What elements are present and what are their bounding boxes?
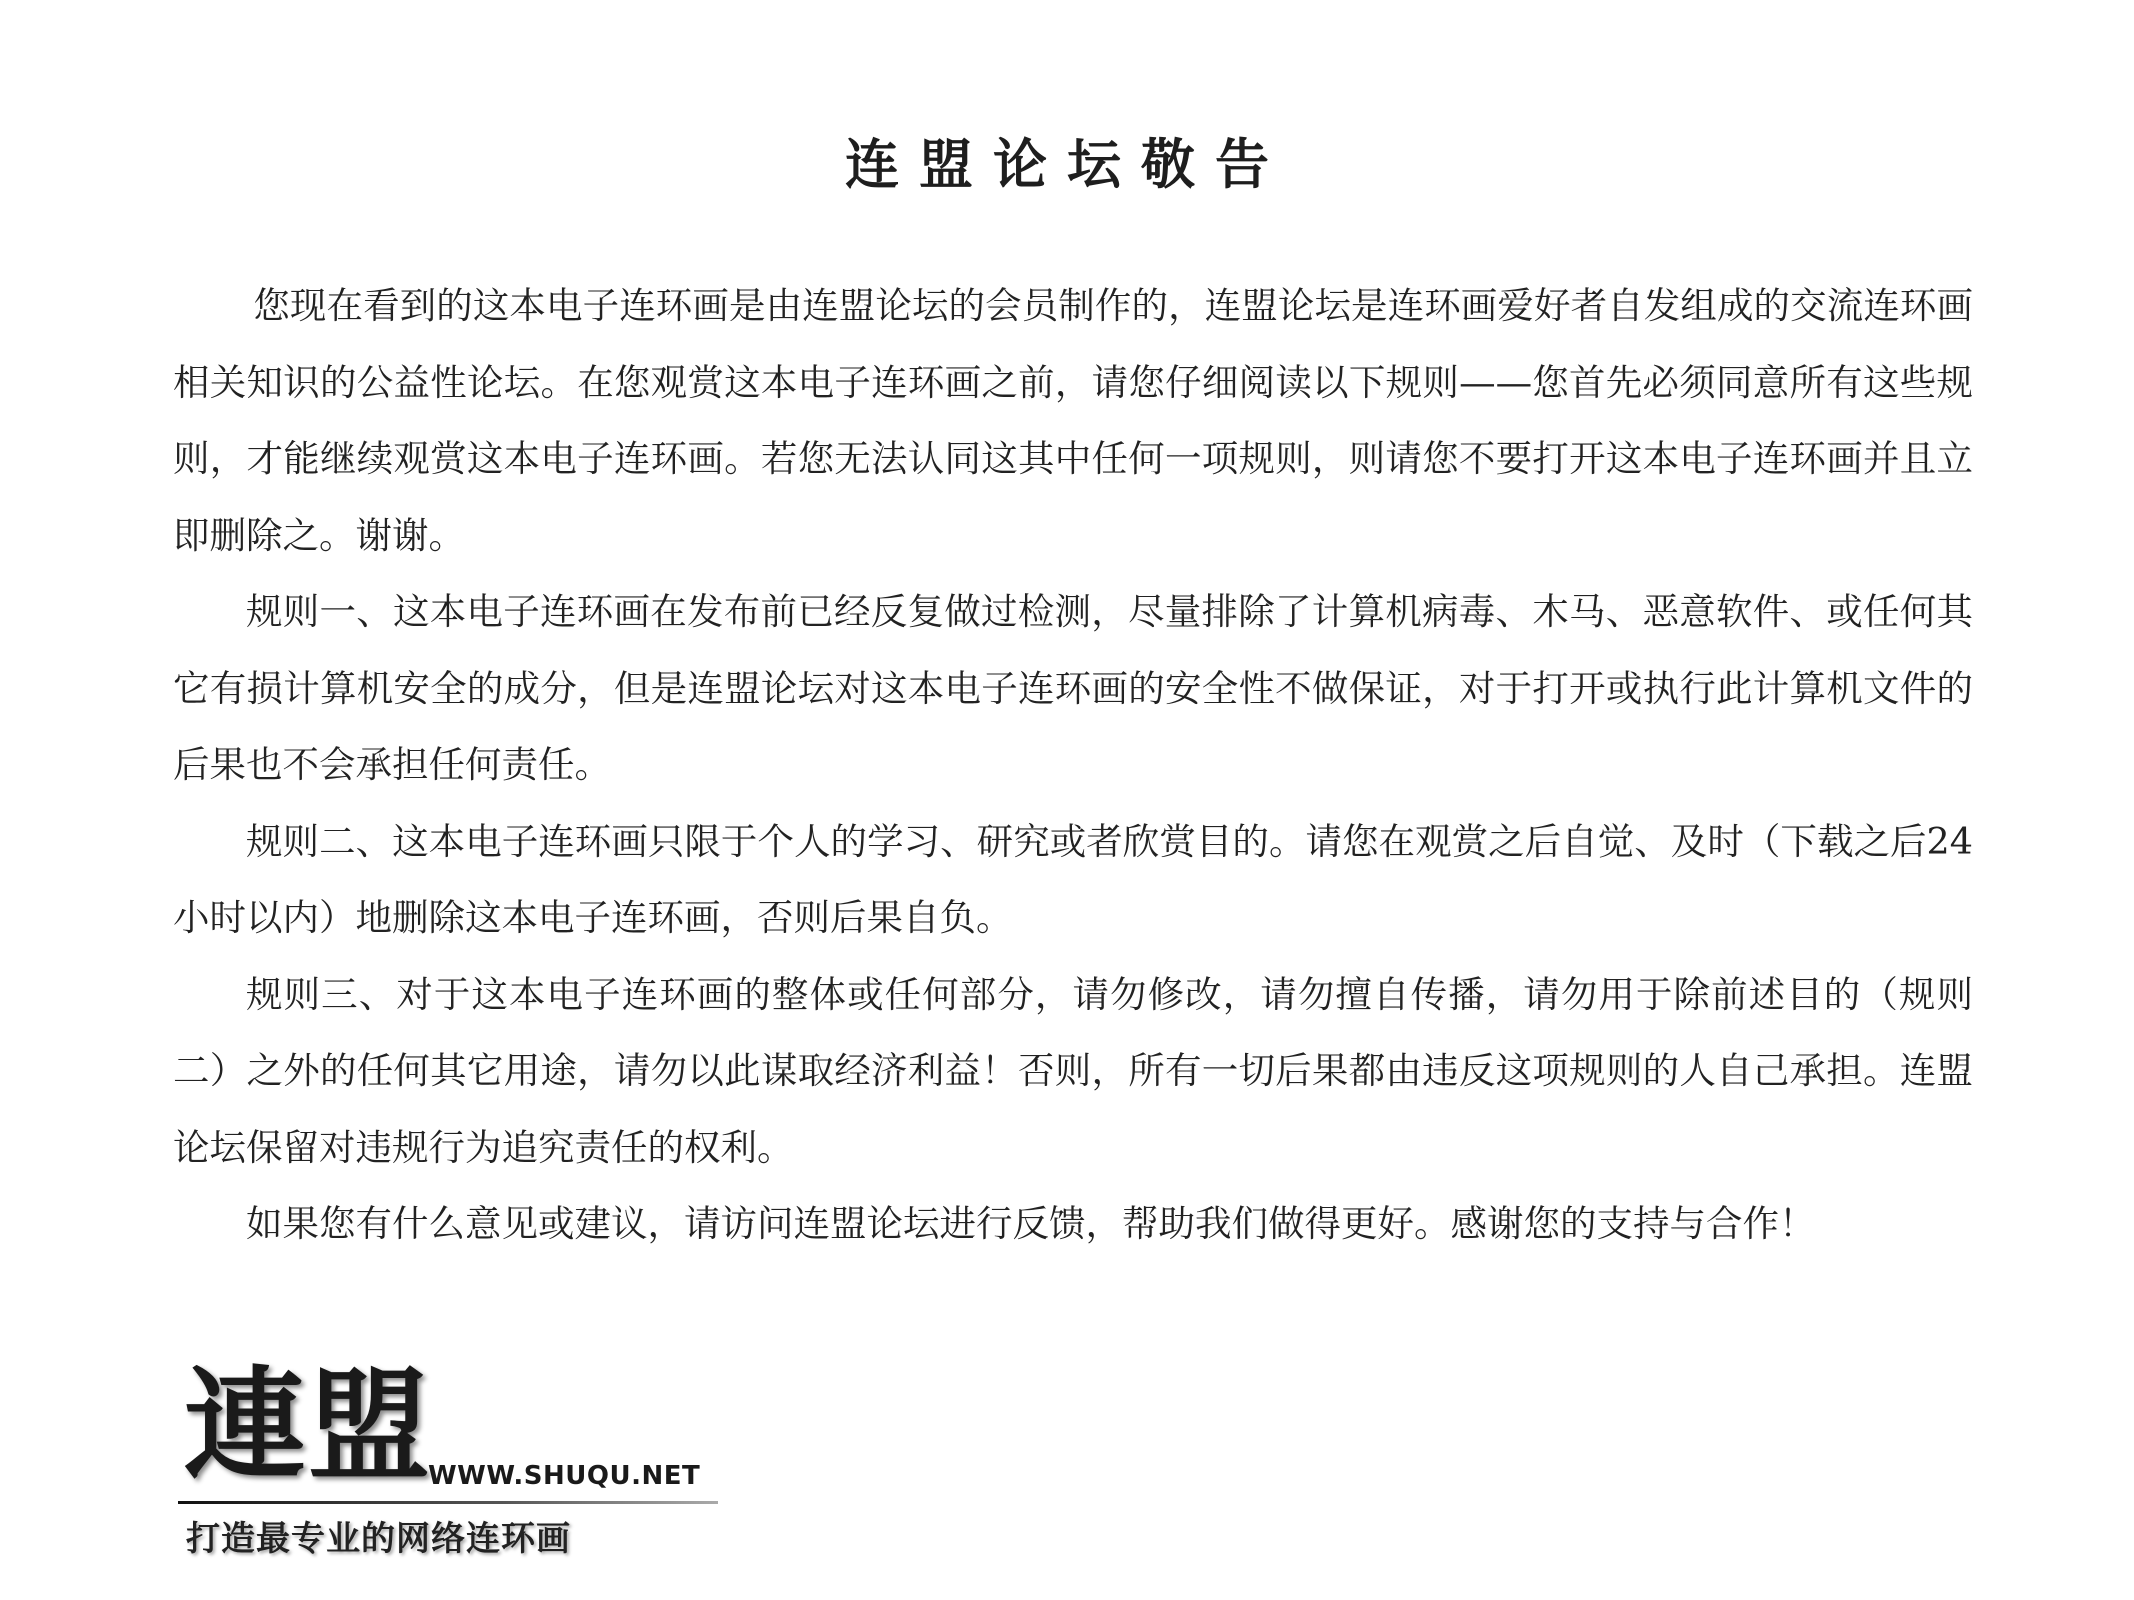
intro-paragraph: 您现在看到的这本电子连环画是由连盟论坛的会员制作的，连盟论坛是连环画爱好者自发组成的交流连环画相关知识的公益性论坛。在您观赏这本电子连环画之前，请您仔细阅读以下规则——您首先必须同意所有这些规则，才能继续观赏这本电子连环画。若您无法认同这其中任何一项规则，则请您不要打开这本电子连环画并且立即删除之。谢谢。 (173, 284, 1973, 557)
logo-calligraphy: 連盟 (184, 1353, 432, 1497)
page-title: 连盟论坛敬告 (845, 132, 1289, 196)
rule-three-paragraph: 规则三、对于这本电子连环画的整体或任何部分，请勿修改，请勿擅自传播，请勿用于除前述目的（规则二）之外的任何其它用途，请勿以此谋取经济利益！否则，所有一切后果都由违反这项规则的人自己承担。连盟论坛保留对违规行为追究责任的权利。 (173, 972, 1973, 1169)
logo-url: WWW.SHUQU.NET (428, 1461, 701, 1491)
notice-body (173, 268, 1973, 1263)
logo-divider (178, 1501, 718, 1504)
closing-paragraph: 如果您有什么意见或建议，请访问连盟论坛进行反馈，帮助我们做得更好。感谢您的支持与合作！ (246, 1202, 1816, 1245)
logo-slogan: 打造最专业的网络连环画 (186, 1519, 571, 1559)
rule-two-paragraph: 规则二、这本电子连环画只限于个人的学习、研究或者欣赏目的。请您在观赏之后自觉、及时（下载之后24小时以内）地删除这本电子连环画，否则后果自负。 (173, 819, 1973, 939)
forum-logo (172, 1355, 732, 1565)
rule-one-paragraph: 规则一、这本电子连环画在发布前已经反复做过检测，尽量排除了计算机病毒、木马、恶意软件、或任何其它有损计算机安全的成分，但是连盟论坛对这本电子连环画的安全性不做保证，对于打开或执行此计算机文件的后果也不会承担任何责任。 (173, 590, 1973, 786)
